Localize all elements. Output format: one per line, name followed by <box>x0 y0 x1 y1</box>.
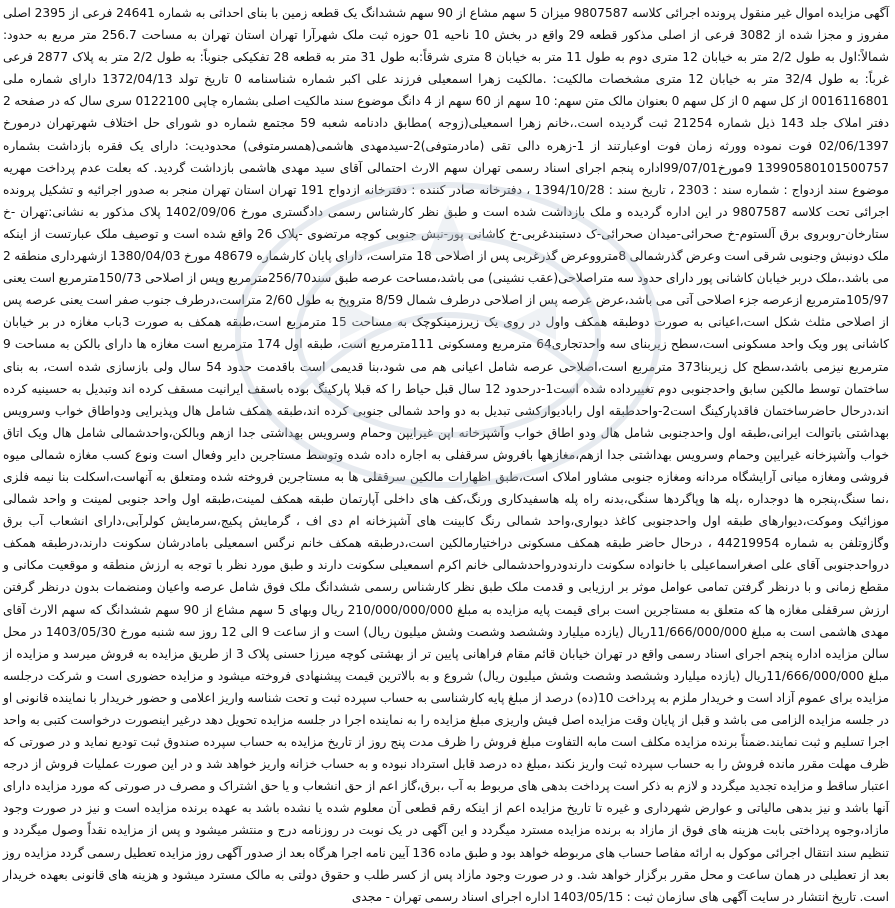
auction-notice <box>3 2 890 904</box>
notice-body-text: آگهی مزایده اموال غیر منقول پرونده اجرائی کلاسه 9807587 میزان 5 سهم مشاع از 90 سهم ششدانگ یک قطعه زمین با بنای احداثی به شماره 24641 فرعی از 2395 اصلی مفروز و مجزا شده از 3082 فرعی از اصلی مذکور قطعه 29 واقع در بخش 10 ناحیه 01 حوزه ثبت ملک شهرآرا تهران استان تهران به مساحت 256.7 متر مربع به حدود: شمالاً:اول به طول 2/2 متر به خیابان 12 متری دوم به طول 11 متر به خیابان 8 متری شرقاً:به طول 31 متر به قطعه 28 تفکیکی جنوباً: به طول 2/2 متر به پلاک 2877 فرعی غرباً: به طول 32/4 متر به خیابان 12 متری مشخصات مالکیت: .مالکیت زهرا اسمعیلی فرزند علی اکبر شماره شناسنامه 0 تاریخ تولد 1372/04/13 دارای شماره ملی 0016116801 از کل سهم 0 از کل سهم 0 بعنوان مالک متن سهم: 10 سهم از 60 سهم از 4 دانگ موضوع سند مالکیت اصلی بشماره چاپی 0122100 سری سال که در صفحه 2 دفتر املاک جلد 143 ذیل شماره 21254 ثبت گردیده است.،خانم زهرا اسمعیلی(زوجه )مطابق دادنامه شعبه 59 مجتمع شماره دو شورای حل اختلاف شهرتهران درمورخ 02/06/1397 فوت نموده وورثه زمان فوت اوعبارتند از 1-زهره دالی تقی (مادرمتوفی)2-سیدمهدی هاشمی(همسرمتوفی) محدودیت: دارای یک فقره بازداشت بشماره 13990580101500757 9مورخ99/07/01اداره پنجم اجرای اسناد رسمی تهران سهم الارث احتمالی آقای سید مهدی هاشمی بازداشت گردید. که بعلت عدم پرداخت مهریه موضوع سند ازدواج : شماره سند : 2303 ، تاریخ سند : 1394/10/28 ، دفترخانه صادر کننده : دفترخانه ازدواج 191 تهران استان تهران منجر به صدور اجرائیه و تشکیل پرونده اجرائی تحت کلاسه 9807587 در این اداره گردیده و ملک بازداشت شده است و طبق نظر کارشناس رسمی دادگستری مورخ 1402/09/06 پلاک مذکور به نشانی:تهران -خ ستارخان-روبروی برق آلستوم-خ صحرائی-میدان صحرائی-ک دستبندغربی-خ کاشانی پور-نبش جنوبی کوچه مرتضوی -پلاک 26 واقع شده است و توصیف ملک عبارتست از اینکه ملک دونبش وجنوبی شرقی است وعرض گذرشمالی 8مترووعرض گذرغربی پس از اصلاحی 18 متراست، دارای پایان کارشماره 48679 مورخ 1380/04/03 ازشهرداری منطقه 2 می باشد.،ملک دربر خیابان کاشانی پور دارای حدود سه متراصلاحی(عقب نشینی) می باشد،مساحت عرصه طبق سند256/70مترمربع وپس از اصلاحی 150/73مترمربع است یعنی 105/97مترمربع ازعرصه جزء اصلاحی آتی می باشد،عرض عرصه پس از اصلاحی درطرف شمال 8/59 متروپخ به طول 2/60 متراست،درطرف جنوب صفر است یعنی عرصه پس از اصلاحی مثلث شکل است،اعیانی به صورت دوطبقه همکف واول در روی یک زیرزمینکوچک به مساحت 15 مترمربع است،طبقه همکف به صورت 3باب مغازه در بر خیابان کاشانی پور ویک واحد مسکونی است،سطح زیربنای سه واحدتجاری64 مترمربع ومسکونی 111مترمربع است، طبقه اول 174 مترمربع است مغازه ها دارای بالکن به مساحت 9 مترمربع نیزمی باشد،سطح کل زیربنا373 مترمربع است،اصلاحی عرصه شامل اعیانی هم می شود،بنا قدیمی است باقدمت حدود 54 سال ولی بازسازی شده است، به بنای ساختمان توسط مالکین سابق واحدجنوبی دوم تغییرداده شده است1-درحدود 12 سال قبل حیاط را که قبلا پارکینگ بوده باسقف ایرانیت مسقف کرده اند وتبدیل به حسینیه کرده اند،درحال حاضرساختمان فاقدپارکینگ است2-واحدطبقه اول رابادیوارکشی تبدیل به دو واحد شمالی جنوبی کرده اند،طبقه همکف شامل هال وپذیرایی ودواطاق خواب وسرویس بهداشتی باتوالت ایرانی،طبقه اول واحدجنوبی شامل هال ودو اطاق خواب وآشپزخانه اپن غیرایپن وحمام وسرویس بهداشتی جدا ازهم وبالکن،واحدشمالی شامل هال ویک اتاق خواب وآشپزخانه غیرایپن وحمام وسرویس بهداشتی جدا ازهم،مغازهها بافروش سرقفلی به اجاره داده شده وتوسط مستاجرین دایر وفعال است ونوع کسب مغازه شمالی میوه فروشی ومغازه میانی آرایشگاه مردانه ومغازه جنوبی مشاور املاک است،طبق اظهارات مالکین سرقفلی ها به مستاجرین فروخته شده ومتعلق به آنهاست،اسکلت بنا نیمه فلزی ،نما سنگ،پنجره ها دوجداره ،پله ها وپاگردها سنگی،بدنه راه پله هاسفیدکاری ورنگ،کف های داخلی آپارتمان طبقه همکف لمینت،طبقه اول واحد جنوبی لمینت و واحد شمالی موزائیک وموکت،دیوارهای طبقه اول واحدجنوبی کاغذ دیواری،واحد شمالی رنگ کابینت های آشپزخانه ام دی اف ، گرمایش پکیج،سرمایش کولرآبی،دارای انشعاب آب برق وگازوتلفن به شماره 44219954 ، درحال حاضر طبقه همکف مسکونی دراختیارمالکین است،درطبقه همکف خانم نرگس اسمعیلی بامادرشان سکونت دارند،درطبقه همکف درواحدجنوبی آقای علی اصغراسماعیلی با خانواده سکونت دارندودرواحدشمالی خانم اکرم اسمعیلی سکونت دارند و طبق مورد نظر با توجه به ارزش منطقه و موقعیت مکانی و مقطع زمانی و با درنظر گرفتن تمامی عوامل موثر بر ارزیابی و قدمت ملک طبق نظر کارشناس رسمی ششدانگ ملک فوق شامل عرصه واعیان ومنضمات بدون درنظر گرفتن ارزش سرقفلی مغازه ها که متعلق به مستاجرین است برای قیمت پایه مزایده به مبلغ 210/000/000/000 ریال وبهای 5 سهم مشاع از 90 سهم ششدانگ که سهم الارث آقای مهدی هاشمی است به مبلغ 11/666/000/000ریال (یازده میلیارد وششصد وشصت وشش میلیون ریال) است و از ساعت 9 الی 12 روز سه شنبه مورخ 1403/05/30 در محل سالن مزایده اداره پنجم اجرای اسناد رسمی واقع در تهران خیابان قائم مقام فراهانی پایین تر از بهشتی کوچه میرزا حسنی پلاک 3 از طریق مزایده به فروش میرسد و مزایده از مبلغ 11/666/000/000ریال (یازده میلیارد وششصد وشصت وشش میلیون ریال) شروع و به بالاترین قیمت پیشنهادی فروخته میشود و مزایده حضوری است و شرکت درجلسه مزایده برای عموم آزاد است و خریدار ملزم به پرداخت 10(ده) درصد از مبلغ پایه کارشناسی به حساب سپرده ثبت و تحت شناسه واریز اعلامی و حضور خریدار با نماینده قانونی او در جلسه مزایده الزامی می باشد و قبل از پایان وقت مزایده اصل فیش واریزی مبلغ مزایده را به نماینده اجرا در جلسه مزایده تحویل دهد درغیر اینصورت درخواست کتبی به واحد اجرا تسلیم و ثبت نمایند.ضمناً برنده مزایده مکلف است مابه التفاوت مبلغ فروش را ظرف مدت پنج روز از تاریخ مزایده به حساب سپرده صندوق ثبت تودیع نماید و در صورتی که ظرف مهلت مقرر مانده فروش را به حساب سپرده ثبت واریز نکند ،مبلغ ده درصد قابل استرداد نبوده و به حساب خزانه واریز خواهد شد و در این صورت عملیات فروش از درجه اعتبار ساقط و مزایده تجدید میگردد و لازم به ذکر است پرداخت بدهی های مربوط به آب ،برق،گاز اعم از حق انشعاب و یا حق اشتراک و مصرف در صورتی که مورد مزایده دارای آنها باشد و نیز بدهی مالیاتی و عوارض شهرداری و غیره تا تاریخ مزایده اعم از اینکه رقم قطعی آن معلوم شده یا نشده باشد به عهده برنده مزایده است و نیز در صورت وجود مازاد،وجوه پرداختی بابت هزینه های فوق از مازاد به برنده مزایده مسترد میگردد و این آگهی در یک نوبت در روزنامه درج و منتشر میشود و پس از مزایده نقداً وصول میگردد و تنظیم سند انتقال اجرائی موکول به ارائه مفاصا حساب های مربوطه خواهد بود و طبق ماده 136 آیین نامه اجرا هرگاه بعد از صدور آگهی روز مزایده تعطیل رسمی گردد مزایده روز بعد از تعطیلی در همان ساعت و محل مقرر برگزار خواهد شد. و در صورت وجود مازاد پس از کسر طلب و حقوق دولتی به مالک مسترد میشود و هزینه های قانونی بعهده خریدار است. تاریخ انتشار در سایت آگهی های سازمان ثبت : 1403/05/15 اداره اجرای اسناد رسمی تهران - مجدی <box>3 6 890 904</box>
